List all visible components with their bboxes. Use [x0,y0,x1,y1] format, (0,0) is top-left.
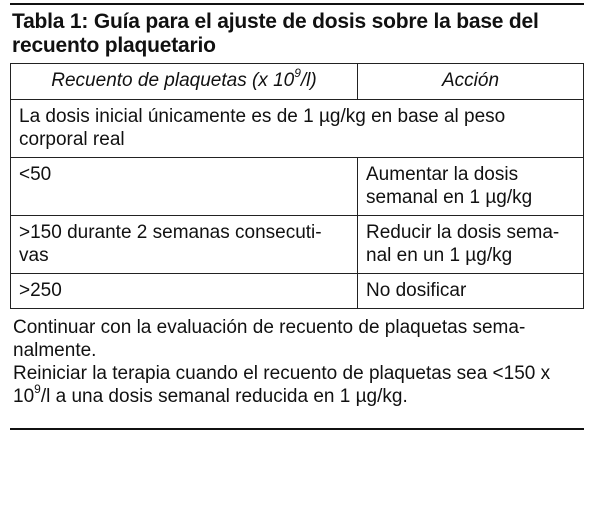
action-cell: Reducir la dosis sema-nal en un 1 µg/kg [358,216,584,274]
table-note-row [11,100,584,158]
header-platelet-count-exponent: 9 [294,65,301,80]
footnote-line-1: Continuar con la evaluación de recuento de plaquetas sema-nalmente. [13,317,526,361]
table-row [11,274,584,309]
bottom-rule [10,428,584,430]
footnote-line-2-prefix: Reiniciar la terapia cuando el recuento de plaquetas sea <150 x 10 [13,363,551,407]
table-row [11,158,584,216]
footnote-line-2 [13,362,584,408]
footnote-line-2-suffix: /l a una dosis semanal reducida en 1 µg/kg. [40,386,408,407]
action-cell: Aumentar la dosis semanal en 1 µg/kg [358,158,584,216]
header-platelet-count-suffix: /l) [300,70,317,91]
header-action: Acción [358,64,584,100]
action-cell: No dosificar [358,274,584,309]
footnote-exponent: 9 [34,381,41,396]
platelet-count-cell: >250 [11,274,358,309]
initial-dose-note: La dosis inicial únicamente es de 1 µg/kg en base al peso corporal real [11,100,584,158]
header-platelet-count-prefix: Recuento de plaquetas (x 10 [51,70,295,91]
dose-adjustment-table [10,63,584,309]
table-footnote [10,309,584,408]
document-page [10,0,584,430]
table-title-text: Guía para el ajuste de dosis sobre la base del recuento plaquetario [12,10,539,57]
platelet-count-cell: <50 [11,158,358,216]
platelet-count-cell: >150 durante 2 semanas consecuti-vas [11,216,358,274]
table-row [11,216,584,274]
table-title-number: Tabla 1: [12,10,89,33]
table-title [10,5,584,63]
table-header-row [11,64,584,100]
header-platelet-count [11,64,358,100]
